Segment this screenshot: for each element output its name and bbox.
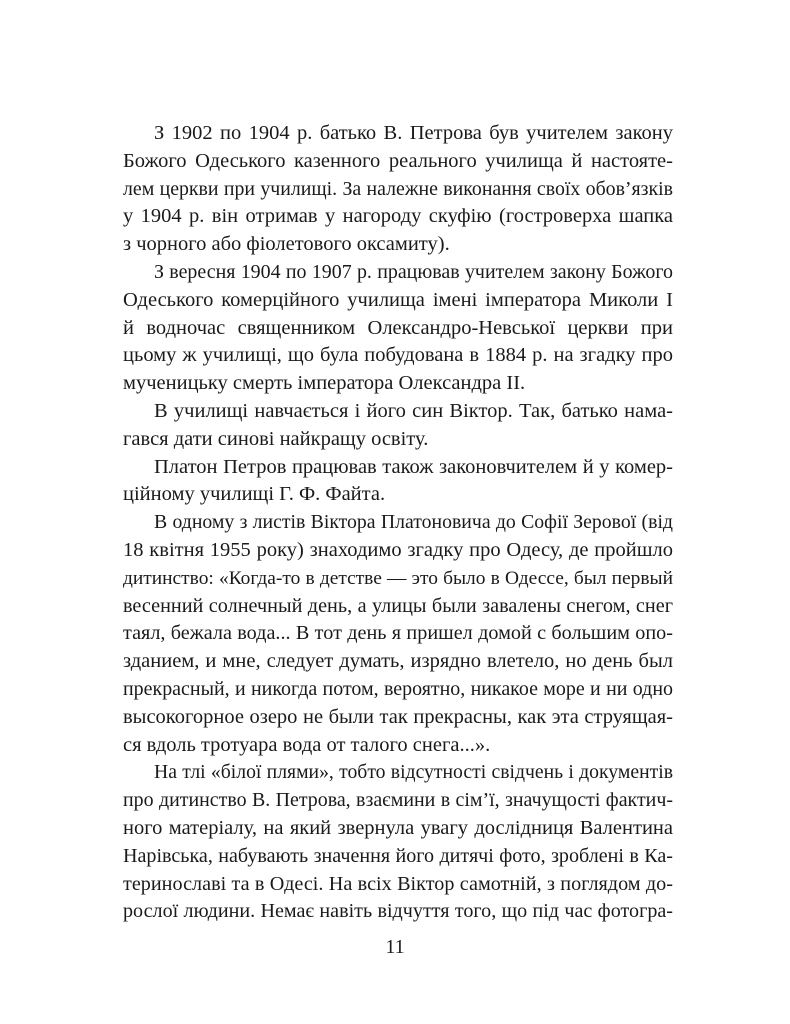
paragraph-2 bbox=[123, 259, 673, 398]
text-line: На тлі «білої плями», тобто відсутності свідчень і документів bbox=[154, 761, 673, 784]
body-text bbox=[123, 120, 673, 926]
text-line: лем церкви при училищі. За належне виконання своїх обов’язків bbox=[123, 177, 673, 200]
text-line: ного матеріалу, на який звернула увагу дослідниця Валентина bbox=[123, 816, 673, 839]
text-line: й водночас священником Олександро-Невської церкви при bbox=[123, 316, 673, 339]
text-line: высокогорное озеро не были так прекрасны, как эта струящая- bbox=[123, 705, 673, 728]
text-line: дитинство: «Когда-то в детстве — это было в Одессе, был первый bbox=[123, 567, 673, 589]
text-line: 18 квітня 1955 року) знаходимо згадку про Одесу, де пройшло bbox=[123, 538, 673, 561]
text-line: мученицьку смерть імператора Олександра II. bbox=[123, 372, 526, 395]
text-line: З вересня 1904 по 1907 р. працював учителем закону Божого bbox=[154, 260, 673, 283]
paragraph-4 bbox=[123, 454, 673, 510]
text-line: у 1904 р. він отримав у нагороду скуфію (гостроверха шапка bbox=[123, 205, 673, 228]
text-line: В одному з листів Віктора Платоновича до Софії Зерової (від bbox=[154, 511, 673, 534]
text-line: ся вдоль тротуара вода от талого снега...». bbox=[123, 733, 491, 756]
text-line: рослої людини. Немає навіть відчуття того, що під час фотогра- bbox=[123, 900, 673, 923]
text-line: з чорного або фіолетового оксамиту). bbox=[123, 233, 450, 256]
text-line: Божого Одеського казенного реального училища й настояте- bbox=[123, 149, 673, 172]
paragraph-3 bbox=[123, 398, 673, 454]
page-number: 11 bbox=[385, 936, 405, 958]
text-line: Платон Петров працював також законовчителем й у комер- bbox=[154, 455, 673, 478]
text-line: весенний солнечный день, а улицы были завалены снегом, снег bbox=[123, 594, 673, 617]
text-line: таял, бежала вода... В тот день я пришел домой с большим опо- bbox=[123, 622, 673, 645]
paragraph-1 bbox=[123, 120, 673, 259]
text-line: цьому ж училищі, що була побудована в 1884 р. на згадку про bbox=[123, 344, 673, 367]
text-line: В училищі навчається і його син Віктор. Так, батько нама- bbox=[154, 399, 673, 422]
text-line: ційному училищі Г. Ф. Файта. bbox=[123, 483, 386, 506]
text-line: Нарівська, набувають значення його дитячі фото, зроблені в Ка- bbox=[123, 844, 673, 867]
text-line: Одеського комерційного училища імені імператора Миколи I bbox=[123, 288, 673, 311]
text-line: прекрасный, и никогда потом, вероятно, никакое море и ни одно bbox=[123, 677, 673, 700]
paragraph-6 bbox=[123, 759, 673, 926]
text-line: про дитинство В. Петрова, взаємини в сім’ї, значущості фактич- bbox=[123, 789, 673, 812]
text-line: зданием, и мне, следует думать, изрядно влетело, но день был bbox=[123, 650, 673, 673]
text-line: З 1902 по 1904 р. батько В. Петрова був учителем закону bbox=[154, 122, 673, 144]
paragraph-5 bbox=[123, 509, 673, 759]
text-line: гався дати синові найкращу освіту. bbox=[123, 427, 429, 450]
text-line: теринославі та в Одесі. На всіх Віктор самотній, з поглядом до- bbox=[123, 872, 673, 895]
